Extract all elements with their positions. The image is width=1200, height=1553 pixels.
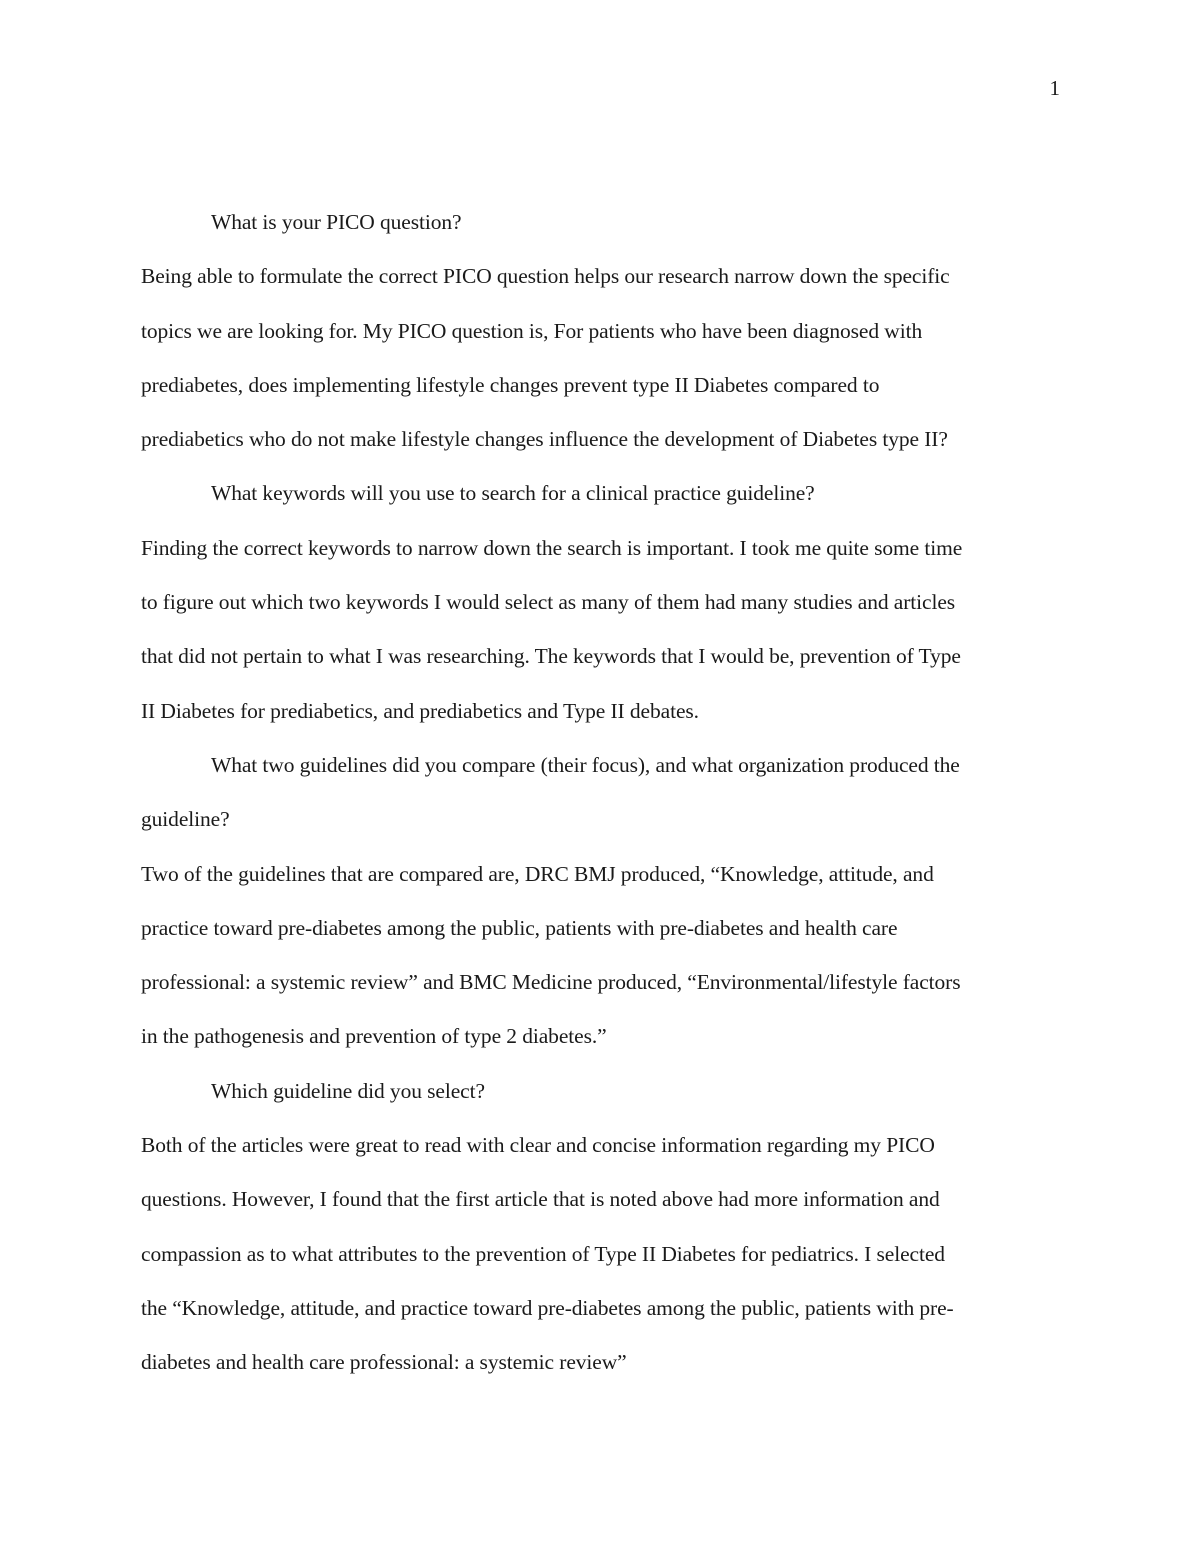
body-text-line: II Diabetes for prediabetics, and prediabetics and Type II debates. — [141, 698, 699, 723]
body-text-line: prediabetes, does implementing lifestyle changes prevent type II Diabetes compared to — [141, 372, 880, 397]
body-text-line: compassion as to what attributes to the prevention of Type II Diabetes for pediatrics. I selected — [141, 1241, 945, 1266]
body-text-line: to figure out which two keywords I would select as many of them had many studies and articles — [141, 590, 956, 615]
question-heading-line: What keywords will you use to search for a clinical practice guideline? — [211, 481, 815, 506]
question-heading-line: What is your PICO question? — [211, 210, 462, 234]
body-text-line: in the pathogenesis and prevention of type 2 diabetes.” — [141, 1024, 607, 1049]
body-text-line: Two of the guidelines that are compared are, DRC BMJ produced, “Knowledge, attitude, and — [141, 861, 934, 886]
document-body — [141, 195, 1056, 1390]
body-text-line: practice toward pre-diabetes among the public, patients with pre-diabetes and health care — [141, 915, 898, 940]
body-text-line: the “Knowledge, attitude, and practice toward pre-diabetes among the public, patients with pre- — [141, 1295, 954, 1320]
question-heading-line: Which guideline did you select? — [211, 1078, 485, 1103]
question-heading-line: What two guidelines did you compare (their focus), and what organization produced the — [211, 752, 960, 777]
body-text-line: prediabetics who do not make lifestyle changes influence the development of Diabetes type II? — [141, 427, 948, 452]
body-text-line: Being able to formulate the correct PICO question helps our research narrow down the specific — [141, 264, 950, 289]
body-text-line: Both of the articles were great to read with clear and concise information regarding my PICO — [141, 1133, 935, 1158]
body-text-line: guideline? — [141, 807, 230, 832]
page-number: 1 — [1049, 76, 1060, 100]
body-text-line: that did not pertain to what I was researching. The keywords that I would be, prevention of Type — [141, 644, 961, 669]
body-text-line: Finding the correct keywords to narrow down the search is important. I took me quite some time — [141, 535, 963, 560]
body-text-line: questions. However, I found that the first article that is noted above had more information and — [141, 1187, 940, 1212]
body-text-line: diabetes and health care professional: a systemic review” — [141, 1350, 627, 1375]
body-text-line: professional: a systemic review” and BMC Medicine produced, “Environmental/lifestyle factors — [141, 970, 961, 995]
body-text-line: topics we are looking for. My PICO question is, For patients who have been diagnosed with — [141, 318, 923, 343]
